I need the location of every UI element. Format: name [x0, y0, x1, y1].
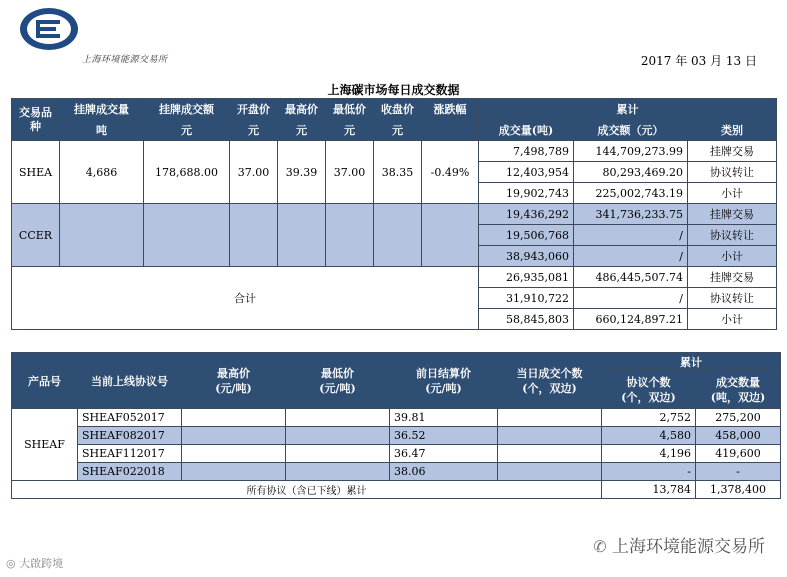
table1-header-row-1 — [12, 99, 777, 120]
ccer-cum-volume: 19,506,768 — [479, 225, 574, 246]
contract-quantity: - — [696, 463, 781, 481]
contract-code: SHEAF112017 — [78, 445, 182, 463]
unit-high: 元 — [278, 120, 326, 141]
contract-high — [182, 445, 286, 463]
col-open-header: 开盘价 — [230, 99, 278, 120]
table-row — [12, 427, 781, 445]
report-date: 2017 年 03 月 13 日 — [640, 54, 757, 68]
ccer-empty-cell — [60, 204, 144, 267]
shea-cum-amount: 225,002,743.19 — [574, 183, 688, 204]
col-cumulative-header: 累计 — [602, 353, 781, 371]
daily-trade-table — [11, 98, 777, 330]
wechat-account-name: 上海环境能源交易所 — [612, 537, 765, 557]
col-cum-amount-header: 成交额（元） — [574, 120, 688, 141]
ccer-empty-cell — [230, 204, 278, 267]
contract-deals — [498, 445, 602, 463]
total-quantity: 1,378,400 — [696, 481, 781, 499]
table-row — [12, 204, 777, 225]
total-cum-amount: 486,445,507.74 — [574, 267, 688, 288]
shea-category: 小计 — [688, 183, 777, 204]
unit-listed-amount: 元 — [144, 120, 230, 141]
col-deals-label: 当日成交个数 — [516, 366, 583, 380]
col-quantity-header — [696, 371, 781, 409]
watermark-icon: ◎ — [6, 557, 16, 570]
contract-low — [286, 427, 390, 445]
col-product-header: 产品号 — [12, 353, 78, 409]
shea-listed-volume: 4,686 — [60, 141, 144, 204]
col-change-header: 涨跌幅 — [422, 99, 479, 120]
col-agreements-label: 协议个数 — [626, 375, 671, 389]
col-product-header: 交易品种 — [12, 99, 60, 141]
col-settle-label: 前日结算价 — [416, 366, 471, 380]
ccer-empty-cell — [374, 204, 422, 267]
col-agreements-header — [602, 371, 696, 409]
shea-change: -0.49% — [422, 141, 479, 204]
contract-low — [286, 409, 390, 427]
shea-high: 39.39 — [278, 141, 326, 204]
contract-quantity: 458,000 — [696, 427, 781, 445]
contract-agreements: - — [602, 463, 696, 481]
shea-cum-amount: 144,709,273.99 — [574, 141, 688, 162]
contract-agreements: 4,580 — [602, 427, 696, 445]
shea-cum-volume: 12,403,954 — [479, 162, 574, 183]
total-cum-volume: 31,910,722 — [479, 288, 574, 309]
col-agreements-unit: (个，双边) — [621, 390, 676, 404]
ccer-empty-cell — [326, 204, 374, 267]
watermark — [6, 555, 63, 571]
total-cum-amount: / — [574, 288, 688, 309]
shea-listed-amount: 178,688.00 — [144, 141, 230, 204]
contract-agreements: 2,752 — [602, 409, 696, 427]
contract-code: SHEAF022018 — [78, 463, 182, 481]
ccer-empty-cell — [144, 204, 230, 267]
total-cum-volume: 26,935,081 — [479, 267, 574, 288]
exchange-logo — [18, 6, 80, 52]
unit-close: 元 — [374, 120, 422, 141]
contract-settle: 39.81 — [390, 409, 498, 427]
contract-deals — [498, 409, 602, 427]
shea-open: 37.00 — [230, 141, 278, 204]
col-cumulative-header: 累计 — [479, 99, 777, 120]
col-low-label: 最低价 — [321, 366, 354, 380]
col-low-header — [286, 353, 390, 409]
unit-listed-volume: 吨 — [60, 120, 144, 141]
table-row — [12, 463, 781, 481]
contract-settle: 36.52 — [390, 427, 498, 445]
contract-settle: 36.47 — [390, 445, 498, 463]
contract-high — [182, 427, 286, 445]
contract-code: SHEAF082017 — [78, 427, 182, 445]
col-low-header: 最低价 — [326, 99, 374, 120]
futures-contract-table — [11, 352, 781, 499]
ccer-cum-amount: / — [574, 246, 688, 267]
total-label: 合计 — [12, 267, 479, 330]
unit-open: 元 — [230, 120, 278, 141]
table2-header-row-1 — [12, 353, 781, 371]
table-row — [12, 445, 781, 463]
contract-code: SHEAF052017 — [78, 409, 182, 427]
all-contracts-total-label: 所有协议（含已下线）累计 — [12, 481, 602, 499]
table1-header-row-2 — [12, 120, 777, 141]
page-title: 上海碳市场每日成交数据 — [327, 83, 460, 97]
ccer-product: CCER — [12, 204, 60, 267]
ccer-empty-cell — [422, 204, 479, 267]
col-cum-volume-header: 成交量(吨) — [479, 120, 574, 141]
col-high-label: 最高价 — [217, 366, 250, 380]
table-row — [12, 141, 777, 162]
col-high-unit: (元/吨) — [215, 381, 252, 395]
ccer-cum-volume: 19,436,292 — [479, 204, 574, 225]
contract-high — [182, 463, 286, 481]
total-category: 协议转让 — [688, 288, 777, 309]
contract-quantity: 275,200 — [696, 409, 781, 427]
ccer-cum-volume: 38,943,060 — [479, 246, 574, 267]
shea-close: 38.35 — [374, 141, 422, 204]
contract-low — [286, 463, 390, 481]
col-contract-header: 当前上线协议号 — [78, 353, 182, 409]
unit-change — [422, 120, 479, 141]
ccer-cum-amount: 341,736,233.75 — [574, 204, 688, 225]
shea-cum-amount: 80,293,469.20 — [574, 162, 688, 183]
ccer-empty-cell — [278, 204, 326, 267]
shea-cum-volume: 7,498,789 — [479, 141, 574, 162]
wechat-account — [593, 532, 765, 557]
col-settle-header — [390, 353, 498, 409]
shea-category: 挂牌交易 — [688, 141, 777, 162]
table-row — [12, 481, 781, 499]
shea-low: 37.00 — [326, 141, 374, 204]
table-row — [12, 409, 781, 427]
contract-quantity: 419,600 — [696, 445, 781, 463]
col-deals-unit: (个，双边) — [522, 381, 577, 395]
ccer-category: 小计 — [688, 246, 777, 267]
watermark-text: 大啟跨境 — [19, 557, 64, 570]
shea-category: 协议转让 — [688, 162, 777, 183]
contract-deals — [498, 463, 602, 481]
wechat-icon: ✆ — [593, 537, 607, 556]
col-quantity-label: 成交数量 — [716, 375, 760, 389]
total-category: 小计 — [688, 309, 777, 330]
col-listed-volume-header: 挂牌成交量 — [60, 99, 144, 120]
ccer-cum-amount: / — [574, 225, 688, 246]
sheaf-product: SHEAF — [12, 409, 78, 481]
total-category: 挂牌交易 — [688, 267, 777, 288]
col-settle-unit: (元/吨) — [425, 381, 462, 395]
total-cum-volume: 58,845,803 — [479, 309, 574, 330]
contract-high — [182, 409, 286, 427]
col-close-header: 收盘价 — [374, 99, 422, 120]
contract-agreements: 4,196 — [602, 445, 696, 463]
logo-text: 上海环境能源交易所 — [82, 55, 168, 65]
col-deals-header — [498, 353, 602, 409]
contract-low — [286, 445, 390, 463]
col-high-header: 最高价 — [278, 99, 326, 120]
col-high-header — [182, 353, 286, 409]
unit-low: 元 — [326, 120, 374, 141]
contract-settle: 38.06 — [390, 463, 498, 481]
table-row — [12, 267, 777, 288]
total-agreements: 13,784 — [602, 481, 696, 499]
col-low-unit: (元/吨) — [319, 381, 356, 395]
col-category-header: 类别 — [688, 120, 777, 141]
ccer-category: 挂牌交易 — [688, 204, 777, 225]
ccer-category: 协议转让 — [688, 225, 777, 246]
shea-product: SHEA — [12, 141, 60, 204]
total-cum-amount: 660,124,897.21 — [574, 309, 688, 330]
col-quantity-unit: (吨，双边) — [710, 390, 766, 404]
contract-deals — [498, 427, 602, 445]
shea-cum-volume: 19,902,743 — [479, 183, 574, 204]
col-listed-amount-header: 挂牌成交额 — [144, 99, 230, 120]
